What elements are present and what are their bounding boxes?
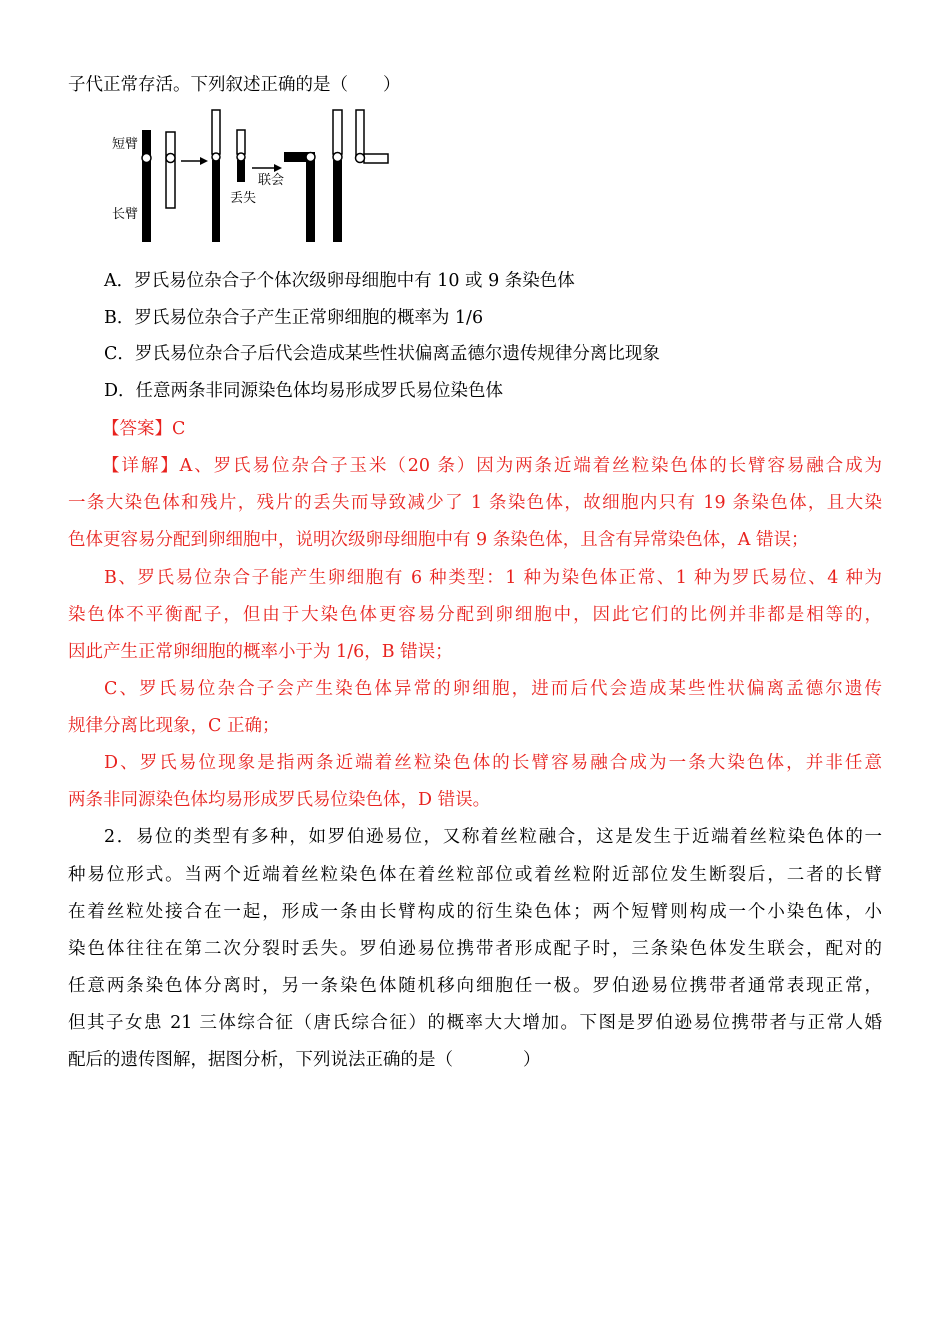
explanation-line: 两条非同源染色体均易形成罗氏易位染色体，D 错误。 (68, 790, 491, 810)
question-2-line: 2．易位的类型有多种，如罗伯逊易位，又称着丝粒融合，这是发生于近端着丝粒染色体的一 (104, 827, 882, 847)
centromere-5 (306, 153, 315, 162)
chromosome-translocation-diagram (104, 104, 404, 246)
answer-line: 【答案】C (102, 419, 186, 439)
centromere-6 (333, 153, 342, 162)
centromere-4 (237, 153, 245, 161)
explanation-line: C、罗氏易位杂合子会产生染色体异常的卵细胞，进而后代会造成某些性状偏离孟德尔遗传 (104, 679, 882, 699)
fused-white-vertical (356, 110, 364, 156)
chromosome-white-fragment (212, 110, 220, 154)
option-a: A．罗氏易位杂合子个体次级卵母细胞中有 10 或 9 条染色体 (104, 271, 575, 291)
option-d: D．任意两条非同源染色体均易形成罗氏易位染色体 (104, 381, 504, 401)
short-arm-white (237, 130, 245, 154)
question-2-line: 在着丝粒处接合在一起，形成一条由长臂构成的衍生染色体；两个短臂则构成一个小染色体，小 (68, 902, 882, 922)
question-2-line: 但其子女患 21 三体综合征（唐氏综合征）的概率大大增加。下图是罗伯逊易位携带者与正常人婚 (68, 1013, 882, 1033)
question-2-line: 配后的遗传图解，据图分析，下列说法正确的是（ ） (68, 1050, 541, 1070)
centromere-7 (356, 154, 365, 163)
label-short-arm: 短臂 (112, 137, 139, 152)
arrow-head-1 (200, 157, 208, 165)
explanation-line: 色体更容易分配到卵细胞中，说明次级卵母细胞中有 9 条染色体，且含有异常染色体，A 错误； (68, 530, 809, 550)
question-2-line: 任意两条染色体分离时，另一条染色体随机移向细胞任一极。罗伯逊易位携带者通常表现正常， (68, 976, 882, 996)
chromosome-black-long (212, 160, 220, 242)
explanation-line: 一条大染色体和残片，残片的丢失而导致减少了 1 条染色体，故细胞内只有 19 条染色体，且大染 (68, 493, 882, 513)
centromere-2 (166, 154, 175, 163)
question-intro-line: 子代正常存活。下列叙述正确的是（ ） (68, 75, 401, 95)
explanation-line: 染色体不平衡配子，但由于大染色体更容易分配到卵细胞中，因此它们的比例并非都是相等的， (68, 605, 882, 625)
option-b: B．罗氏易位杂合子产生正常卵细胞的概率为 1/6 (104, 308, 484, 328)
centromere-1 (142, 154, 151, 163)
chromosome-black-1 (142, 130, 151, 242)
fused-horizontal-black (284, 152, 306, 162)
explanation-line: 因此产生正常卵细胞的概率小于为 1/6，B 错误； (68, 642, 453, 662)
arrow-head-2 (274, 164, 282, 172)
explanation-line: 规律分离比现象，C 正确； (68, 716, 280, 736)
question-2-line: 染色体往往在第二次分裂时丢失。罗伯逊易位携带者形成配子时，三条染色体发生联会，配对的 (68, 939, 882, 959)
chromosome-white-1 (166, 132, 175, 208)
question-2-line: 种易位形式。当两个近端着丝粒染色体在着丝粒部位或着丝粒附近部位发生断裂后，二者的长臂 (68, 865, 882, 885)
label-fusion: 联会 (258, 173, 285, 188)
fused-white-horizontal (364, 154, 388, 163)
label-long-arm: 长臂 (112, 207, 139, 222)
option-c: C．罗氏易位杂合子后代会造成某些性状偏离孟德尔遗传规律分离比现象 (104, 344, 660, 364)
explanation-line: B、罗氏易位杂合子能产生卵细胞有 6 种类型：1 种为染色体正常、1 种为罗氏易位、4 种为 (104, 568, 882, 588)
explanation-line: 【详解】A、罗氏易位杂合子玉米（20 条）因为两条近端着丝粒染色体的长臂容易融合成为 (102, 456, 882, 476)
fused-vertical-black (306, 152, 315, 242)
explanation-line: D、罗氏易位现象是指两条近端着丝粒染色体的长臂容易融合成为一条大染色体，并非任意 (104, 753, 882, 773)
short-arm-black (237, 160, 245, 182)
chromosome-white-top (333, 110, 342, 154)
label-lost: 丢失 (230, 191, 257, 206)
centromere-3 (212, 153, 220, 161)
chromosome-black-bottom (333, 160, 342, 242)
